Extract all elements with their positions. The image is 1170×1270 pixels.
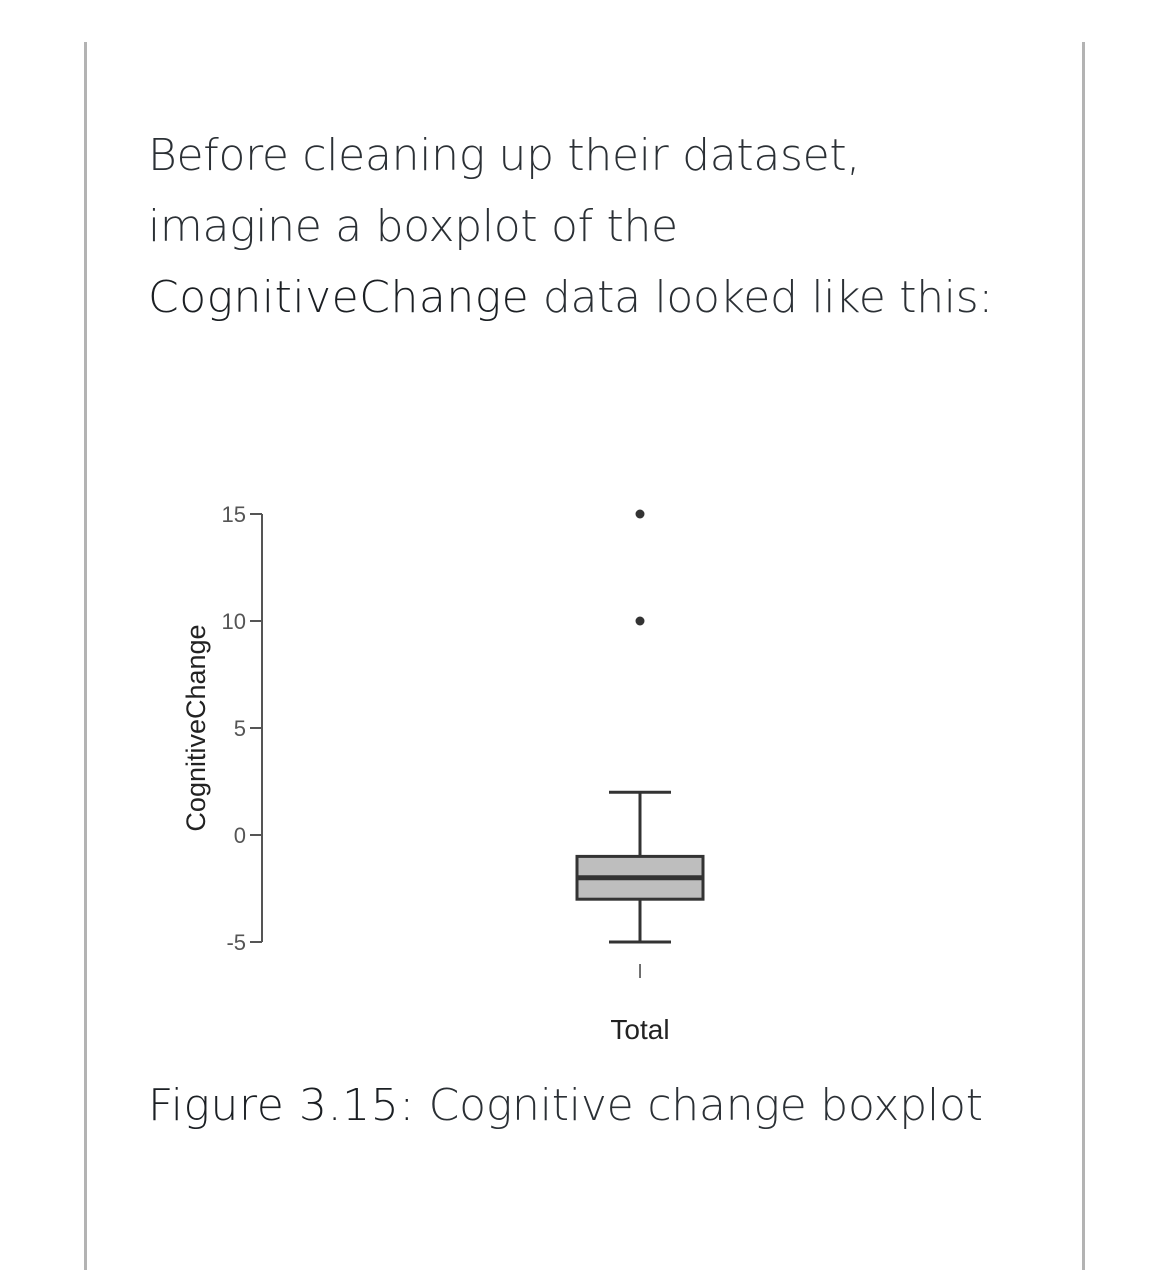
y-tick-label-0: 0: [233, 823, 246, 848]
x-axis-title: Total: [610, 1014, 670, 1045]
figure-caption: [148, 1080, 983, 1131]
left-page-rule: [84, 42, 87, 1270]
interquartile-box: [577, 856, 703, 899]
y-axis-title: CognitiveChange: [181, 624, 211, 832]
variable-name: CognitiveChange: [148, 272, 530, 323]
intro-text-after: data looked like this:: [529, 272, 993, 323]
y-tick-label--5: -5: [226, 930, 246, 955]
text-block: [148, 120, 1028, 333]
y-tick-label-5: 5: [233, 716, 246, 741]
outlier-point-15: [636, 510, 645, 519]
figure-label: Figure 3.15:: [148, 1080, 415, 1131]
x-tick-label: I: [637, 961, 643, 983]
figure-caption-text: Cognitive change boxplot: [414, 1080, 983, 1131]
outlier-point-10: [636, 617, 645, 626]
intro-paragraph: [148, 120, 1028, 333]
y-tick-label-10: 10: [221, 609, 246, 634]
y-tick-label-15: 15: [221, 502, 246, 527]
right-page-rule: [1082, 42, 1085, 1270]
intro-text-before: Before cleaning up their dataset, imagine a boxplot of the: [148, 130, 861, 252]
